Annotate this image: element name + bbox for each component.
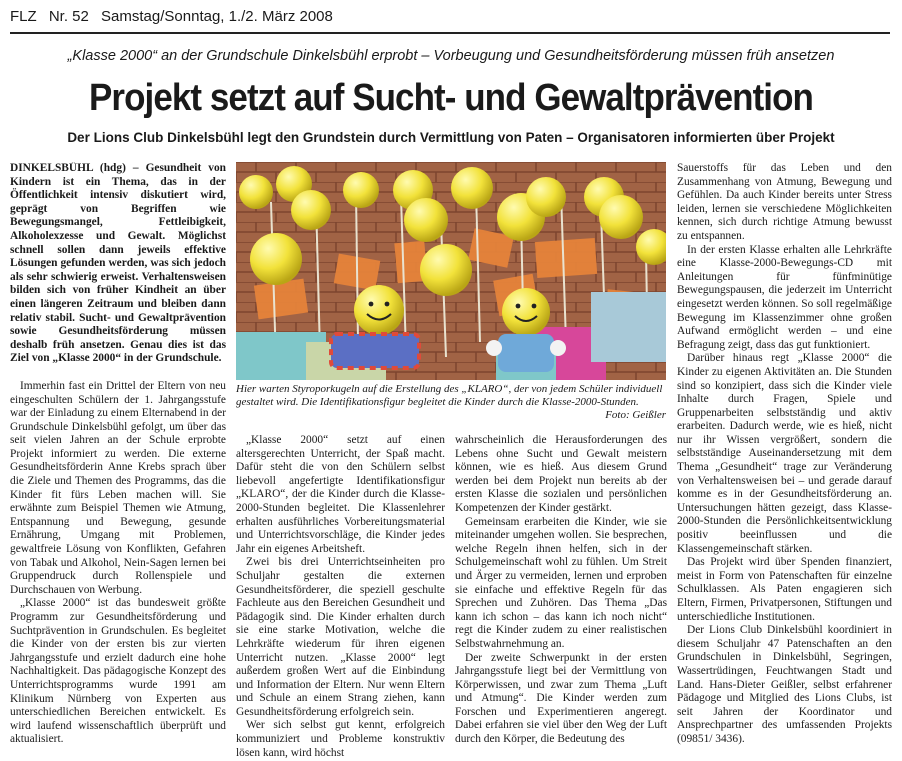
- photo-caption: [236, 383, 666, 422]
- body-paragraph: Der Lions Club Dinkelsbühl koordiniert in diesem Schuljahr 47 Patenschaften an den Grundschulen in Dinkelsbühl, Segringen, Wassertrüdingen, Feuchtwangen Stadt und Land. Hans-Dieter Geißler, selbst erfahrener Pädagoge und Mitglied des Lions Clubs, ist seit Jahren der Koordinator und Ansprechpartner des umfassenden Projekts (09851/ 3436).: [677, 624, 892, 745]
- dateline: DINKELSBÜHL (hdg) –: [10, 162, 139, 174]
- body-paragraph: „Klasse 2000“ ist das bundesweit größte Programm zur Gesundheitsförderung und Suchtprävention in Grundschulen. Es begleitet die Kinder von der ersten bis zur vierten Jahrgangsstufe und erzielt dadurch eine hohe Nachhaltigkeit. Das pädagogische Konzept des Unterrichtsprogramms wurde 1991 am Klinikum Nürnberg von Experten aus unterschiedlichen Bereichen entwickelt. Es wird laufend wissenschaftlich überprüft und aktualisiert.: [10, 597, 226, 746]
- issue-number: Nr. 52: [48, 8, 89, 25]
- paper-name: FLZ: [10, 8, 37, 25]
- column-4: [677, 162, 892, 758]
- body-paragraph: Gemeinsam erarbeiten die Kinder, wie sie miteinander umgehen wollen. Sie besprechen, welche Regeln ihnen helfen, sich in der Schulgemeinschaft wohl zu fühlen. Um Streit und Ärger zu vermeiden, lernen und erproben sie einfache und effektive Regeln für das Sprechen und Zuhören. Das Thema „Das kann ich schon – das kann ich noch nicht“ regt die Kinder zudem zu einer realistischen Selbstwahrnehmung an.: [455, 515, 667, 650]
- body-paragraph: Zwei bis drei Unterrichtseinheiten pro Schuljahr gestalten die externen Gesundheitsförderer, die speziell geschulte Fachleute aus den Bereichen Gesundheit und Pädagogik sind. Die Kinder erhalten durch sie eine starke Motivation, welche die Lehrkräfte wiederum für ihren eigenen Unterricht nutzen. „Klasse 2000“ legt außerdem großen Wert auf die Einbindung und Information der Eltern. Nur wenn Eltern und Schule an einem Strang ziehen, kann Gesundheitsförderung erfolgreich sein.: [236, 556, 445, 718]
- body-paragraph: Immerhin fast ein Drittel der Eltern von neu eingeschulten Schülern der 1. Jahrgangsstufe war der Einladung zu einem Elternabend in der Grundschule Dinkelsbühl gefolgt, um über das seit vielen Jahren an der Schule erprobte Projekt informiert zu werden. Die externe Gesundheitsförderin Anne Krebs sprach über die Ziele und Themen des Programms, das die Kinder fit fürs Leben machen will. Sie erwähnte zum Beispiel Themen wie Atmung, Entspannung und Bewegung, gesunde Ernährung, Umgang mit Problemen, gewaltfreie Lösung von Konflikten, Gefahren von Tabak und Alkohol, Nein-Sagen lernen bei Gruppendruck durch Rollenspiele und Durchschauen von Werbung.: [10, 379, 226, 596]
- column-3: [455, 434, 667, 758]
- body-paragraph: „Klasse 2000“ setzt auf einen altersgerechten Unterricht, der Spaß macht. Dafür steht die von den Schülern selbst liebevoll angefertigte Identifikationsfigur „KLARO“, der die Kinder durch die Klasse-2000-Stunden begleitet. Die Klassenlehrer erhalten ausführliches Vorbereitungsmaterial und Unterrichtsvorschläge, die Kinder jedes Jahr ein eigenes Arbeitsheft.: [236, 434, 445, 555]
- column-1: [10, 162, 226, 758]
- column-2: [236, 434, 445, 758]
- kicker: „Klasse 2000“ an der Grundschule Dinkelsbühl erprobt – Vorbeugung und Gesundheitsförderung müssen früh ansetzen: [67, 48, 835, 64]
- caption-text: Hier warten Styroporkugeln auf die Erstellung des „KLARO“, der von jedem Schüler individuell gestaltet wird. Die Identifikationsfigur begleitet die Kinder durch die Klasse-2000-Stunden.: [236, 383, 663, 408]
- headline: Projekt setzt auf Sucht- und Gewaltprävention: [89, 77, 813, 119]
- body-paragraph: Das Projekt wird über Spenden finanziert, meist in Form von Patenschaften für einzelne Schulklassen. Als Paten engagieren sich Eltern, Firmen, Privatpersonen, Stiftungen und unterschiedliche Institutionen.: [677, 556, 892, 623]
- photo-credit: Foto: Geißler: [605, 409, 666, 421]
- photo-illustration: [236, 162, 666, 380]
- body-paragraph: Wer sich selbst gut kennt, erfolgreich kommuniziert und Probleme konstruktiv lösen kann, wird höchst: [236, 719, 445, 758]
- article-photo: [236, 162, 666, 380]
- lead-text: Gesundheit von Kindern ist ein Thema, das in der Öffentlichkeit intensiv diskutiert wird, geprägt von Begriffen wie Bewegungsmangel, Fettleibigkeit, Alkoholexzesse und Gewalt. Möglichst schnell sollen dann jeweils effektive Lösungen gefunden werden, was sich jedoch als sehr schwierig erweist. Verhaltensweisen bilden sich von früher Kindheit an über einen längeren Zeitraum und bleiben dann relativ stabil. Sucht- und Gewaltprävention sowie Gesundheitsförderung müssen deshalb früh ansetzen. Genau dies ist das Ziel von „Klasse 2000“ in der Grundschule.: [10, 162, 226, 365]
- body-paragraph: Darüber hinaus regt „Klasse 2000“ die Kinder zu eigenen Aktivitäten an. Die Stunden sind so konzipiert, dass sich die Kinder viele Inhalte durch Fragen, Spiele und Gruppenarbeiten selbstständig und aktiv erarbeiten. Dadurch werde, wie es hieß, nicht nur ihr Wissen vergrößert, sondern die selbstständige Auseinandersetzung mit dem Thema „Gesundheit“ trage zur Veränderung von Verhaltensweisen bei – und gerade darauf komme es in der Gesundheitsförderung an. Untersuchungen hätten gezeigt, dass Klasse-2000-Stunden die Persönlichkeitsentwicklung positiv beeinflussen und die Klassengemeinschaft stärken.: [677, 352, 892, 555]
- lead-paragraph: [10, 162, 226, 366]
- body-paragraph: wahrscheinlich die Herausforderungen des Lebens ohne Sucht und Gewalt meistern können, wie es hieß. Aus diesem Grund werden bei dem Projekt nun bereits ab der ersten Klasse die sozialen und persönlichen Kompetenzen der Kinder gestärkt.: [455, 434, 667, 514]
- issue-date: Samstag/Sonntag, 1./2. März 2008: [101, 8, 333, 25]
- masthead: [10, 8, 890, 34]
- body-paragraph: In der ersten Klasse erhalten alle Lehrkräfte eine Klasse-2000-Bewegungs-CD mit Anleitungen für fünfminütige Bewegungspausen, die jederzeit im Unterricht eingesetzt werden können. So soll regelmäßige Bewegung im Klassenzimmer ohne großen Aufwand ermöglicht werden – und eine Befragung zeigt, dass das gut funktioniert.: [677, 243, 892, 351]
- subhead: Der Lions Club Dinkelsbühl legt den Grundstein durch Vermittlung von Paten – Organisatoren informierten über Projekt: [67, 130, 835, 145]
- body-paragraph: Der zweite Schwerpunkt in der ersten Jahrgangsstufe liegt bei der Vermittlung von Körperwissen, und zwar zum Thema „Luft und Atmung“. Die Kinder werden zum Forschen und Experimentieren angeregt. Dabei erfahren sie viel über den Weg der Luft durch den Körper, die Bedeutung des: [455, 651, 667, 746]
- body-paragraph: Sauerstoffs für das Leben und den Zusammenhang von Atmung, Bewegung und Gefühlen. Da auch Kinder bereits unter Stress leiden, lernen sie verschiedene Möglichkeiten kennen, sich durch richtige Atmung bewusst zu entspannen.: [677, 162, 892, 242]
